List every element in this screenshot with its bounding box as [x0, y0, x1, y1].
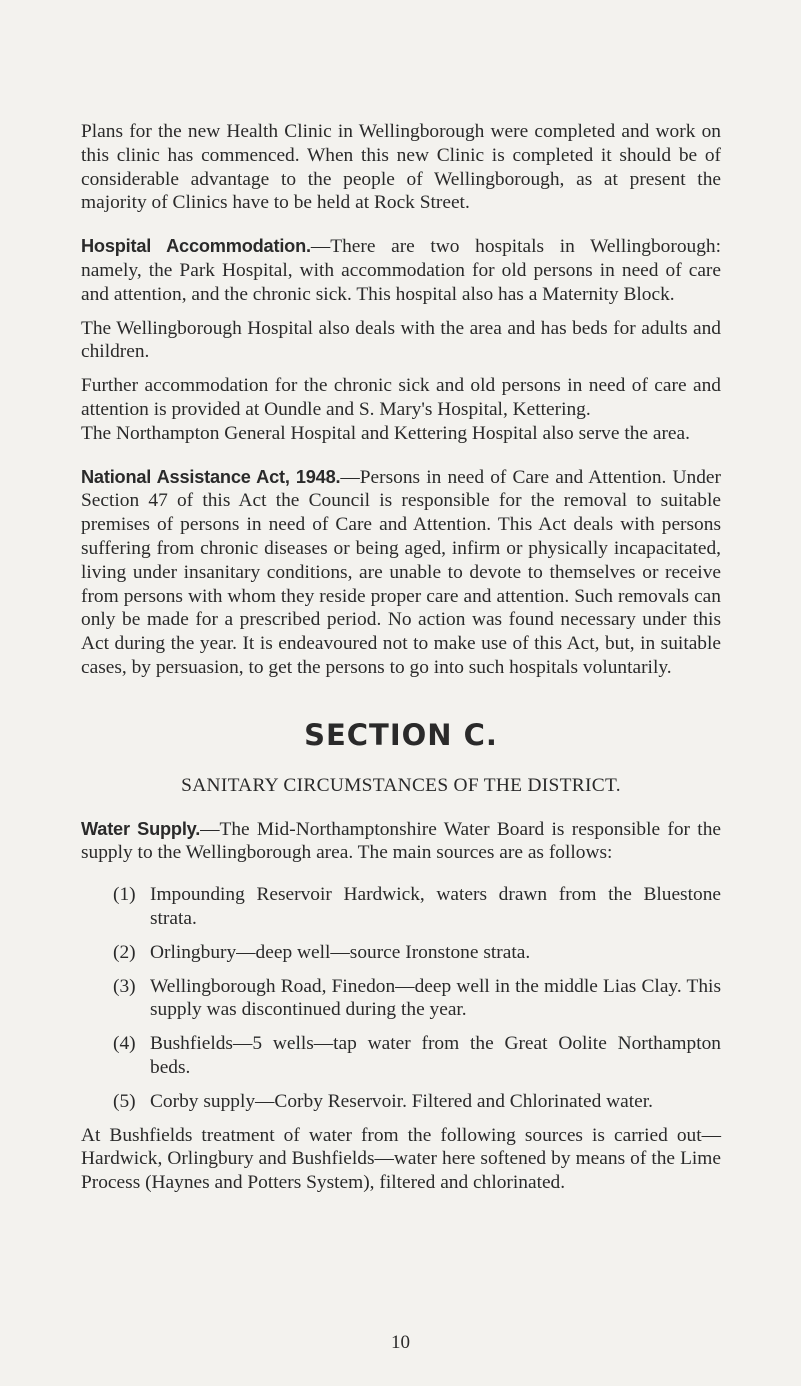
hospital-text: —There are two hospitals in Wellingborough: namely, the Park Hospital, with accommodation for old persons in need of care and attention, and the chronic sick. This hospital also has a Maternity Block. — [81, 236, 722, 305]
list-item-text: Impounding Reservoir Hardwick, waters drawn from the Bluestone strata. — [150, 884, 721, 929]
list-item — [113, 883, 721, 931]
intro-paragraph: Plans for the new Health Clinic in Wellingborough were completed and work on this clinic has commenced. When this new Clinic is completed it should be of considerable advantage to the people of Wellingborough, as at present the majority of Clinics have to be held at Rock Street. — [81, 121, 721, 214]
assistance-text: —Persons in need of Care and Attention. Under Section 47 of this Act the Council is responsible for the removal to suitable premises of persons in need of Care and Attention. This Act deals with persons suffering from chronic diseases or being aged, infirm or physically incapacitated, living under insanitary conditions, are unable to devote to themselves or receive from persons with whom they reside proper care and attention. Such removals can only be made for a prescribed period. No action was found necessary under this Act during the year. It is endeavoured not to make use of this Act, but, in suitable cases, by persuasion, to get the persons to go into such hospitals voluntarily. — [81, 466, 721, 678]
list-item-number: (5) — [113, 1090, 136, 1112]
hospital-paragraph-4: The Northampton General Hospital and Kettering Hospital also serve the area. — [81, 422, 690, 444]
water-heading: Water Supply. — [81, 818, 201, 839]
water-paragraph — [81, 818, 721, 866]
list-item — [113, 1090, 721, 1114]
hospital-paragraph-2: The Wellingborough Hospital also deals with the area and has beds for adults and children. — [81, 317, 721, 363]
list-item-text: Corby supply—Corby Reservoir. Filtered and Chlorinated water. — [150, 1090, 654, 1112]
hospital-paragraph — [81, 235, 721, 306]
assistance-heading: National Assistance Act, 1948. — [81, 466, 341, 487]
list-item-number: (1) — [113, 884, 136, 906]
list-item-number: (3) — [113, 975, 136, 997]
list-item-number: (4) — [113, 1033, 136, 1055]
assistance-paragraph — [81, 466, 721, 680]
list-item-text: Wellingborough Road, Finedon—deep well in the middle Lias Clay. This supply was discontinued during the year. — [150, 975, 721, 1021]
list-item-text: Orlingbury—deep well—source Ironstone strata. — [150, 941, 531, 963]
document-page — [81, 120, 721, 1195]
page-number: 10 — [391, 1332, 410, 1353]
water-closing-paragraph: At Bushfields treatment of water from the following sources is carried out—Hardwick, Orlingbury and Bushfields—water here softened by means of the Lime Process (Haynes and Potters System), filtered and chlorinated. — [81, 1124, 721, 1194]
list-item-number: (2) — [113, 941, 136, 963]
list-item-text: Bushfields—5 wells—tap water from the Great Oolite Northampton beds. — [150, 1033, 721, 1078]
list-item — [113, 941, 721, 965]
section-subtitle: SANITARY CIRCUMSTANCES OF THE DISTRICT. — [181, 774, 621, 796]
hospital-paragraph-3: Further accommodation for the chronic sick and old persons in need of care and attention is provided at Oundle and S. Mary's Hospital, Kettering. — [81, 375, 721, 420]
section-title: SECTION C. — [304, 717, 498, 752]
hospital-heading: Hospital Accommodation. — [81, 236, 311, 257]
water-sources-list — [81, 883, 721, 1113]
water-text: —The Mid-Northamptonshire Water Board is responsible for the supply to the Wellingborough area. The main sources are as follows: — [81, 818, 721, 864]
list-item — [113, 1032, 721, 1080]
list-item — [113, 975, 721, 1023]
